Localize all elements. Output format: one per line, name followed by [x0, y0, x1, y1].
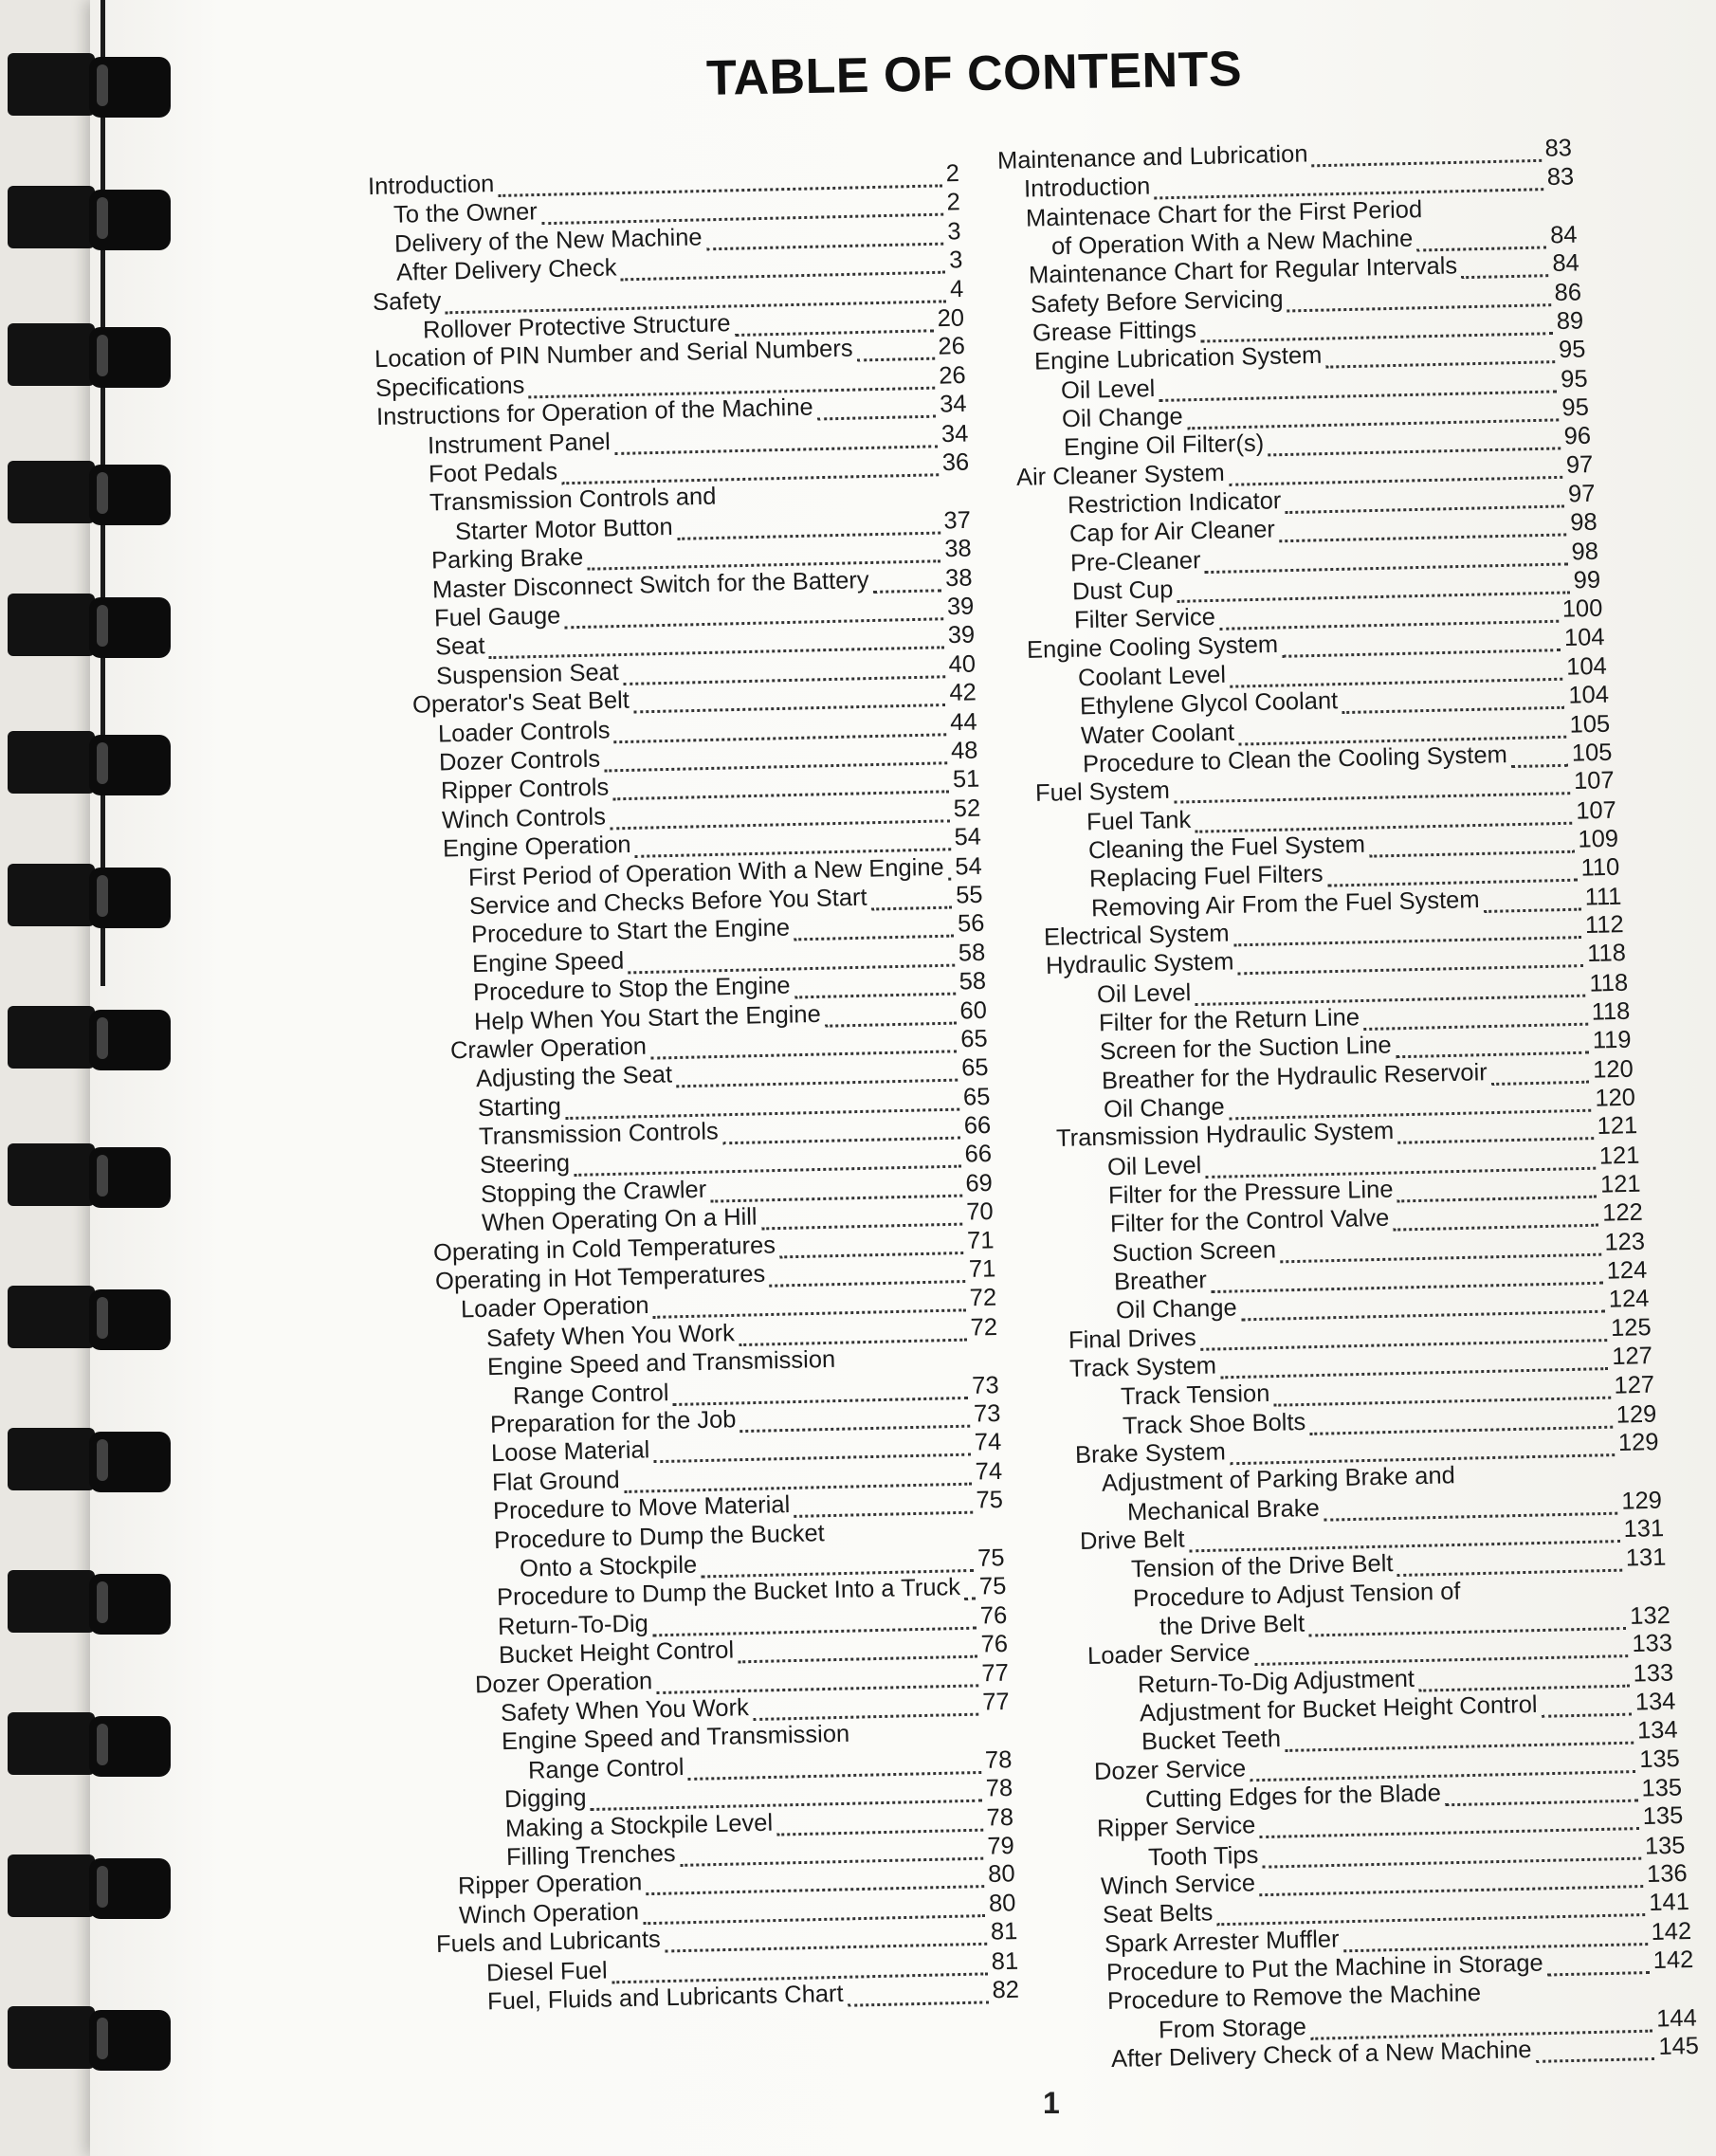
toc-entry-page: 65 [961, 1054, 990, 1082]
toc-entry-title: Starter Motor Button [454, 513, 674, 545]
toc-entry-page: 120 [1593, 1055, 1634, 1084]
toc-entry-title: Transmission Hydraulic System [1055, 1118, 1395, 1153]
toc-entry-page: 82 [992, 1976, 1020, 2004]
dot-leader [1458, 1475, 1656, 1488]
toc-entry-title: Diesel Fuel [485, 1957, 608, 1986]
toc-entry-page: 104 [1565, 652, 1607, 681]
toc-entry-title: Track System [1069, 1352, 1217, 1382]
dot-leader [1461, 266, 1549, 279]
toc-entry-page: 77 [982, 1688, 1011, 1716]
toc-entry-page: 97 [1567, 480, 1596, 508]
toc-entry-page: 107 [1573, 767, 1615, 795]
toc-entry-page: 109 [1577, 825, 1618, 853]
toc-entry-page: 72 [969, 1285, 997, 1312]
toc-entry-page: 129 [1621, 1487, 1663, 1515]
toc-entry-page: 78 [986, 1803, 1014, 1832]
toc-entry-title: Cleaning the Fuel System [1087, 831, 1365, 865]
toc-entry-title: Ethylene Glycol Coolant [1079, 687, 1339, 721]
toc-entry-title: Safety [372, 287, 442, 316]
toc-entry-page: 99 [1573, 566, 1601, 594]
toc-entry-page: 39 [946, 593, 975, 621]
toc-entry-page: 72 [970, 1313, 998, 1342]
toc-entry-page: 124 [1608, 1285, 1650, 1313]
toc-entry-page: 105 [1569, 710, 1611, 739]
toc-entry-page: 121 [1598, 1142, 1640, 1170]
toc-entry-page: 122 [1602, 1198, 1644, 1227]
toc-entry-page: 132 [1629, 1601, 1670, 1630]
toc-entry-page: 42 [949, 679, 977, 707]
toc-entry-page: 121 [1597, 1112, 1638, 1141]
toc-entry-title: Safety Before Servicing [1030, 285, 1284, 319]
toc-entry-page: 84 [1550, 221, 1579, 249]
toc-entry-page: 3 [948, 247, 963, 274]
toc-entry-title: Electrical System [1043, 920, 1230, 951]
toc-entry-page: 34 [940, 391, 968, 418]
toc-entry-title: Tension of the Drive Belt [1130, 1550, 1394, 1583]
toc-entry-title: Ripper Operation [458, 1869, 643, 1901]
toc-entry-page: 136 [1646, 1859, 1689, 1888]
toc-entry-title: Safety When You Work [485, 1320, 736, 1352]
toc-entry-page: 98 [1571, 538, 1599, 565]
toc-entry-page: 134 [1634, 1688, 1676, 1716]
toc-entry-page: 95 [1560, 365, 1588, 393]
toc-entry-page: 111 [1584, 883, 1623, 911]
toc-entry-page: 83 [1546, 163, 1575, 192]
toc-entry-page: 58 [958, 967, 987, 996]
toc-entry-title: Digging [503, 1784, 587, 1814]
toc-entry-title: Introduction [367, 171, 495, 201]
toc-entry-title: Adjustment of Parking Brake and [1101, 1462, 1455, 1498]
toc-entry-page: 51 [952, 765, 980, 794]
toc-entry-page: 107 [1575, 796, 1616, 825]
toc-entry-page: 55 [956, 881, 984, 909]
toc-entry-page: 74 [974, 1429, 1002, 1456]
toc-entry-title: Procedure to Put the Machine in Storage [1105, 1949, 1543, 1987]
toc-entry-page: 96 [1563, 423, 1592, 450]
toc-entry-title: Filter Service [1073, 604, 1216, 634]
toc-entry-page: 52 [953, 795, 981, 822]
toc-entry-title: Bucket Height Control [498, 1636, 735, 1670]
toc-entry-page: 104 [1563, 623, 1605, 651]
toc-entry-title: Dozer Controls [439, 745, 601, 777]
toc-entry-page: 26 [939, 361, 967, 390]
toc-entry-title: Cap for Air Cleaner [1068, 516, 1275, 548]
toc-entry-title: Procedure to Move Material [492, 1491, 791, 1526]
toc-entry-title: Flat Ground [491, 1466, 620, 1496]
toc-entry-page: 2 [946, 189, 961, 216]
toc-entry-title: Parking Brake [431, 543, 584, 575]
toc-entry-title: Fuel, Fluids and Lubricants Chart [486, 1980, 844, 2016]
toc-entry-page: 76 [979, 1601, 1008, 1630]
toc-entry-title: Filter for the Return Line [1098, 1004, 1360, 1037]
toc-entry-title: Pre-Cleaner [1070, 546, 1202, 576]
toc-entry-title: Filter for the Control Valve [1110, 1205, 1390, 1238]
toc-entry-title: Adjusting the Seat [476, 1061, 673, 1093]
toc-entry-title: Starting [477, 1092, 561, 1122]
toc-entry-title: Suction Screen [1111, 1236, 1277, 1268]
toc-entry-title: Safety When You Work [501, 1694, 750, 1727]
toc-entry-page: 40 [948, 650, 977, 678]
toc-entry-title: Ripper Service [1097, 1812, 1257, 1843]
toc-entry-page: 145 [1658, 2032, 1700, 2060]
toc-entry-page: 69 [965, 1169, 994, 1197]
toc-entry-title: Maintenance Chart for Regular Intervals [1029, 252, 1458, 289]
toc-entry-title: Preparation for the Job [489, 1406, 737, 1439]
toc-entry-title: Removing Air From the Fuel System [1091, 886, 1481, 922]
toc-entry-title: Oil Level [1060, 375, 1156, 404]
toc-entry-page: 105 [1571, 739, 1613, 767]
toc-entry-page: 142 [1652, 1946, 1694, 1974]
toc-entry-title: Rollover Protective Structure [422, 310, 731, 344]
toc-entry-title: Maintenance and Lubrication [996, 140, 1308, 174]
toc-entry-title: Operator's Seat Belt [411, 686, 630, 719]
toc-entry-title: Track Shoe Bolts [1122, 1408, 1306, 1440]
toc-entry-title: Making a Stockpile Level [504, 1809, 774, 1842]
toc-entry-title: Instructions for Operation of the Machine [376, 393, 814, 431]
toc-entry-page: 58 [958, 939, 986, 967]
toc-entry-title: Track Tension [1120, 1380, 1270, 1411]
toc-entry-title: Tooth Tips [1148, 1841, 1259, 1872]
toc-entry-page: 74 [975, 1457, 1003, 1486]
toc-entry-page: 38 [945, 564, 974, 592]
toc-entry-title: Coolant Level [1077, 661, 1227, 692]
toc-entry-title: First Period of Operation With a New Engine [467, 853, 945, 891]
toc-entry-title: Seat Belts [1102, 1899, 1214, 1929]
toc-entry-title: When Operating On a Hill [482, 1203, 758, 1237]
toc-entry-page: 20 [937, 304, 965, 333]
toc-entry-title: Foot Pedals [428, 458, 558, 488]
toc-entry-title: After Delivery Check [395, 254, 617, 286]
toc-entry-title: Specifications [374, 372, 525, 402]
toc-entry-page: 36 [941, 448, 970, 477]
toc-entry-title: Cutting Edges for the Blade [1144, 1780, 1441, 1814]
toc-entry-page: 75 [976, 1487, 1004, 1514]
toc-entry-title: Fuels and Lubricants [435, 1926, 661, 1959]
dot-leader [1511, 756, 1568, 767]
toc-entry-page: 135 [1642, 1802, 1684, 1831]
toc-entry-page: 89 [1556, 307, 1584, 336]
toc-entry-page: 95 [1558, 336, 1586, 364]
dot-leader [1491, 1072, 1590, 1085]
toc-entry-title: Location of PIN Number and Serial Numbers [374, 335, 853, 374]
toc-entry-title: Air Cleaner System [1015, 459, 1225, 491]
toc-entry-title: Procedure to Clean the Cooling System [1082, 741, 1508, 778]
toc-entry-title: Stopping the Crawler [480, 1176, 707, 1208]
dot-leader [1484, 900, 1581, 912]
toc-entry-title: Range Control [513, 1379, 670, 1410]
toc-entry-page: 26 [938, 333, 966, 360]
toc-entry-title: Crawler Operation [449, 1032, 648, 1065]
toc-entry-page: 144 [1656, 2004, 1698, 2033]
toc-entry-title: Onto a Stockpile [520, 1551, 698, 1582]
toc-entry-page: 119 [1592, 1026, 1633, 1054]
toc-entry-title: Replacing Fuel Filters [1089, 861, 1324, 893]
dot-leader [1485, 1992, 1691, 2004]
dot-leader [1426, 210, 1572, 220]
dot-leader [1397, 1129, 1594, 1144]
toc-entry-page: 75 [977, 1544, 1006, 1572]
toc-entry-page: 65 [960, 1025, 989, 1053]
toc-entry-page: 78 [984, 1746, 1013, 1774]
toc-entry-page: 60 [959, 996, 988, 1025]
toc-entry-title: Help When You Start the Engine [473, 1000, 822, 1035]
toc-entry-page: 131 [1623, 1515, 1665, 1543]
toc-entry-page: 112 [1584, 911, 1625, 939]
toc-entry-page: 4 [949, 275, 964, 302]
toc-entry-title: Maintenace Chart for the First Period [1025, 195, 1423, 232]
toc-entry-title: Transmission Controls [478, 1118, 719, 1151]
toc-entry-page: 71 [967, 1226, 995, 1254]
toc-entry-title: Winch Service [1100, 1870, 1256, 1901]
toc-entry-page: 110 [1580, 853, 1620, 882]
page-number: 1 [1043, 2086, 1060, 2120]
toc-entry-title: Brake System [1074, 1438, 1226, 1469]
toc-entry-title: Grease Fittings [1031, 316, 1197, 347]
toc-entry-page: 54 [955, 852, 983, 881]
toc-entry-page: 3 [947, 218, 962, 246]
toc-entry-page: 142 [1650, 1917, 1692, 1946]
toc-entry-page: 38 [944, 535, 973, 563]
toc-entry-title: Engine Cooling System [1026, 630, 1279, 664]
toc-entry-title: Procedure to Start the Engine [470, 914, 790, 949]
toc-entry-page: 34 [940, 420, 969, 448]
dot-leader [1542, 1705, 1633, 1717]
toc-entry-page: 124 [1606, 1256, 1648, 1285]
toc-entry-page: 73 [972, 1371, 1000, 1399]
toc-entry-title: Drive Belt [1080, 1526, 1186, 1555]
toc-entry-title: Suspension Seat [435, 658, 620, 690]
toc-entry-title: Return-To-Dig Adjustment [1138, 1665, 1415, 1699]
toc-entry-title: Dust Cup [1072, 576, 1174, 606]
toc-entry-page: 83 [1544, 135, 1573, 162]
toc-entry-page: 118 [1588, 969, 1629, 997]
toc-entry-page: 70 [966, 1198, 995, 1226]
toc-entry-page: 80 [988, 1860, 1016, 1889]
toc-entry-page: 141 [1648, 1889, 1690, 1917]
toc-entry-page: 48 [951, 737, 979, 765]
toc-entry-title: After Delivery Check of a New Machine [1110, 2036, 1532, 2074]
toc-entry-title: Adjustment for Bucket Height Control [1139, 1690, 1538, 1727]
toc-entry-title: Operating in Hot Temperatures [434, 1260, 766, 1295]
toc-entry-title: Dozer Operation [474, 1667, 653, 1699]
toc-entry-page: 100 [1561, 595, 1603, 623]
toc-entry-page: 65 [962, 1083, 991, 1111]
toc-entry-page: 135 [1640, 1774, 1682, 1802]
toc-entry-title: Engine Lubrication System [1033, 342, 1323, 375]
toc-entry-title: Introduction [1023, 173, 1151, 203]
toc-entry-title: Filter for the Pressure Line [1108, 1176, 1395, 1210]
toc-entry-title: Loader Controls [438, 716, 612, 747]
toc-entry-title: Bucket Teeth [1141, 1726, 1282, 1756]
toc-entry-title: Breather for the Hydraulic Reservoir [1101, 1058, 1488, 1095]
toc-entry-title: Range Control [527, 1753, 685, 1784]
toc-entry-title: Mechanical Brake [1127, 1494, 1321, 1526]
toc-entry-page: 77 [981, 1659, 1010, 1687]
toc-entry-title: Water Coolant [1081, 719, 1235, 749]
toc-entry-title: Engine Speed and Transmission [502, 1721, 850, 1756]
toc-entry-title: Engine Speed and Transmission [486, 1346, 836, 1381]
toc-entry-title: Screen for the Suction Line [1100, 1032, 1393, 1066]
toc-entry-title: To the Owner [392, 198, 539, 229]
toc-entry-title: Master Disconnect Switch for the Battery [432, 566, 870, 604]
toc-entry-title: Oil Level [1096, 978, 1192, 1009]
toc-entry-title: Filling Trenches [505, 1840, 677, 1872]
toc-entry-title: Procedure to Dump the Bucket [493, 1519, 826, 1554]
toc-entry-page: 76 [980, 1631, 1009, 1658]
toc-entry-page: 39 [947, 621, 976, 649]
toc-entry-title: Oil Change [1103, 1093, 1225, 1124]
toc-entry-title: Fuel Gauge [433, 602, 561, 632]
toc-entry-title: Procedure to Adjust Tension of [1132, 1578, 1461, 1613]
toc-entry-title: Fuel Tank [1086, 806, 1192, 835]
toc-entry-page: 133 [1631, 1630, 1672, 1658]
toc-entry-page: 95 [1561, 393, 1590, 422]
toc-entry-title: Oil Change [1115, 1294, 1237, 1325]
toc-entry-page: 118 [1586, 940, 1627, 968]
dot-leader [1464, 1590, 1664, 1602]
toc-entry-page: 125 [1610, 1313, 1652, 1342]
toc-entry-page: 135 [1644, 1832, 1687, 1860]
toc-entry-title: Oil Level [1106, 1151, 1202, 1181]
toc-entry-page: 56 [957, 910, 985, 938]
toc-entry-page: 2 [945, 159, 960, 188]
toc-entry-page: 98 [1569, 509, 1597, 537]
toc-entry-title: Procedure to Stop the Engine [472, 972, 791, 1007]
toc-entry-page: 104 [1567, 682, 1609, 709]
toc-entry-page: 129 [1617, 1429, 1659, 1456]
toc-entry-page: 80 [989, 1890, 1017, 1917]
toc-entry-page: 134 [1636, 1716, 1678, 1745]
toc-entry-title: Transmission Controls and [429, 483, 717, 517]
toc-entry-page: 118 [1590, 997, 1631, 1026]
toc-entry-page: 129 [1616, 1400, 1657, 1429]
toc-entry-page: 44 [950, 708, 978, 736]
toc-entry-page: 78 [985, 1775, 1013, 1802]
dot-leader [1536, 2050, 1655, 2063]
toc-entry-title: Final Drives [1068, 1324, 1196, 1354]
toc-entry-title: Procedure to Dump the Bucket Into a Truck [496, 1574, 960, 1612]
toc-entry-title: From Storage [1158, 2013, 1307, 2044]
toc-entry-title: Winch Controls [441, 803, 607, 834]
toc-entry-page: 84 [1552, 249, 1580, 278]
toc-entry-page: 127 [1612, 1343, 1653, 1370]
toc-entry-page: 123 [1604, 1228, 1646, 1256]
toc-entry-title: Dozer Service [1093, 1755, 1247, 1785]
toc-entry-title: Loader Service [1086, 1639, 1250, 1671]
toc-entry-title: Loader Operation [460, 1292, 649, 1324]
toc-entry-title: Service and Checks Before You Start [469, 884, 868, 921]
toc-entry-title: Engine Oil Filter(s) [1063, 429, 1265, 462]
toc-entry-page: 121 [1600, 1170, 1642, 1198]
toc-entry-page: 37 [943, 506, 972, 535]
toc-entry-title: Engine Speed [471, 947, 625, 978]
toc-entry-page: 86 [1554, 279, 1582, 306]
toc-entry-page: 97 [1565, 450, 1594, 479]
toc-entry-title: Hydraulic System [1045, 948, 1234, 980]
toc-entry-title: Seat [434, 632, 485, 661]
toc-entry-title: Loose Material [490, 1436, 650, 1468]
toc-entry-title: the Drive Belt [1159, 1610, 1305, 1641]
toc-entry-title: Ripper Controls [440, 774, 610, 805]
toc-entry-page: 54 [954, 823, 982, 851]
toc-entry-title: Delivery of the New Machine [394, 224, 703, 258]
toc-entry-title: Steering [479, 1150, 571, 1179]
toc-entry-page: 66 [963, 1111, 992, 1140]
toc-entry-page: 66 [964, 1141, 993, 1168]
toc-entry-title: Restriction Indicator [1067, 487, 1282, 520]
toc-entry-page: 131 [1625, 1544, 1667, 1572]
toc-entry-title: Procedure to Remove the Machine [1107, 1980, 1482, 2016]
toc-entry-title: Spark Arrester Muffler [1104, 1926, 1340, 1958]
toc-entry-page: 73 [973, 1399, 1001, 1428]
toc-entry-page: 120 [1595, 1084, 1636, 1112]
toc-entry-page: 71 [968, 1255, 996, 1284]
toc-entry-page: 135 [1638, 1745, 1680, 1773]
toc-entry-page: 81 [990, 1918, 1018, 1946]
toc-entry-page: 133 [1633, 1659, 1674, 1688]
toc-entry-title: of Operation With a New Machine [1051, 225, 1415, 261]
toc-entry-title: Fuel System [1034, 777, 1171, 808]
dot-leader [1546, 1964, 1649, 1976]
toc-entry-title: Instrument Panel [427, 428, 611, 460]
toc-entry-title: Operating in Cold Temperatures [433, 1232, 776, 1267]
toc-entry-title: Breather [1113, 1267, 1208, 1296]
toc-entry-page: 79 [987, 1832, 1015, 1860]
toc-entry-title: Return-To-Dig [497, 1610, 648, 1640]
toc-entry-title: Engine Operation [442, 831, 631, 863]
toc-entry-title: Oil Change [1062, 403, 1184, 433]
page-title: TABLE OF CONTENTS [705, 42, 1243, 106]
toc-entry-page: 75 [978, 1573, 1007, 1600]
toc-entry-page: 81 [991, 1947, 1019, 1975]
toc-entry-page: 127 [1614, 1371, 1655, 1399]
toc-entry-title: Winch Operation [459, 1898, 640, 1929]
